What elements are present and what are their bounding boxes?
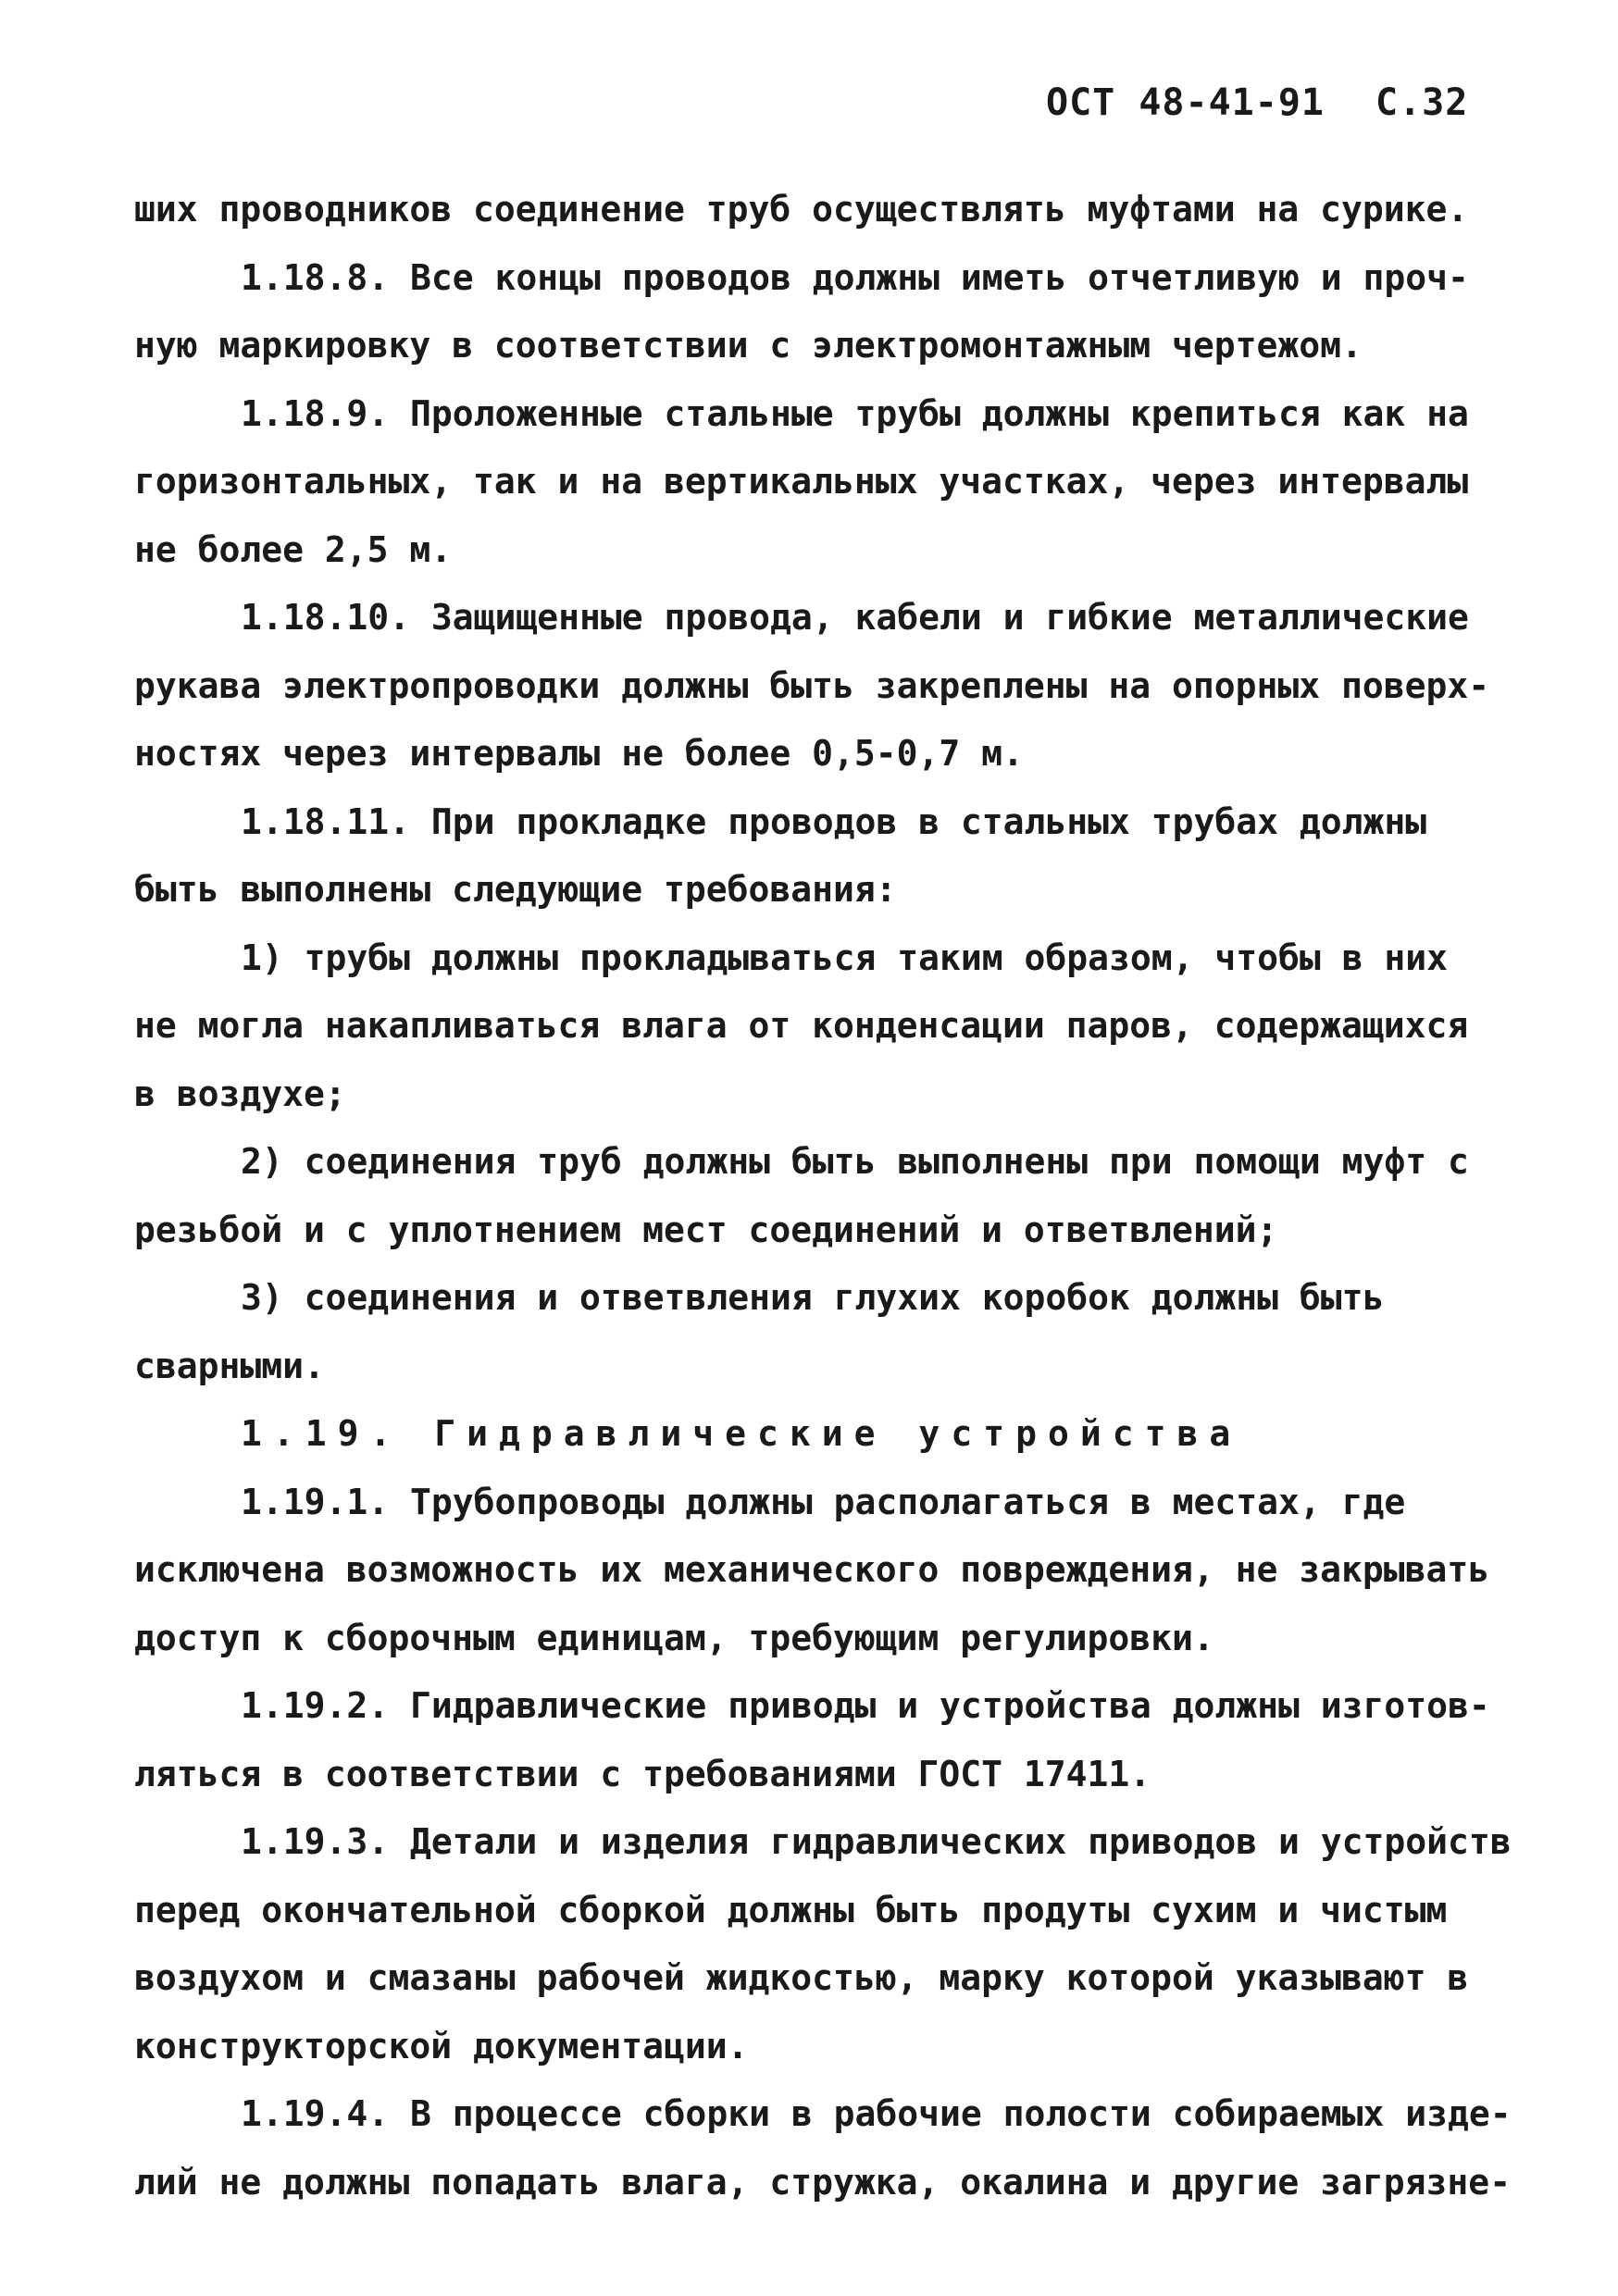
text-line: ляться в соответствии с требованиями ГОСТ 17411. (134, 1753, 1151, 1794)
text-line: сварными. (134, 1345, 325, 1386)
text-line: 1.18.9. Проложенные стальные трубы должны крепиться как на (241, 392, 1469, 434)
text-line: рукава электропроводки должны быть закреплены на опорных поверх- (134, 664, 1490, 706)
document-body (134, 176, 1523, 2216)
text-line: не более 2,5 м. (134, 528, 453, 570)
text-line: 1) трубы должны прокладываться таким образом, чтобы в них (241, 937, 1449, 978)
text-line: 3) соединения и ответвления глухих коробок должны быть (241, 1277, 1385, 1318)
text-line: горизонтальных, так и на вертикальных участках, через интервалы (134, 461, 1469, 502)
text-line: воздухом и смазаны рабочей жидкостью, марку которой указывают в (134, 1957, 1469, 1998)
text-line: 2) соединения труб должны быть выполнены при помощи муфт с (241, 1141, 1469, 1182)
text-line: ших проводников соединение труб осуществлять муфтами на сурике. (134, 189, 1469, 230)
text-line: 1.18.10. Защищенные провода, кабели и гибкие металлические (241, 597, 1469, 638)
text-line: перед окончательной сборкой должны быть продуты сухим и чистым (134, 1889, 1448, 1930)
text-line: лий не должны попадать влага, стружка, окалина и другие загрязне- (134, 2161, 1512, 2203)
text-line: 1.19.1. Трубопроводы должны располагаться в местах, где (241, 1481, 1406, 1522)
text-line: 1.19.3. Детали и изделия гидравлических приводов и устройств (241, 1821, 1512, 1862)
text-line: 1.18.8. Все концы проводов должны иметь отчетливую и проч- (241, 256, 1469, 298)
text-line: ностях через интервалы не более 0,5-0,7 м. (134, 733, 1024, 774)
text-line: быть выполнены следующие требования: (134, 869, 897, 910)
page-header (1046, 81, 1468, 124)
text-line: исключена возможность их механического повреждения, не закрывать (134, 1549, 1490, 1590)
text-line: конструкторской документации. (134, 2025, 749, 2066)
text-line: 1.19.2. Гидравлические приводы и устройства должны изготов- (241, 1685, 1490, 1726)
page-number: С.32 (1375, 81, 1469, 124)
document-code: ОСТ 48-41-91 (1046, 81, 1325, 124)
text-line: резьбой и с уплотнением мест соединений и ответвлений; (134, 1209, 1278, 1250)
text-line: не могла накапливаться влага от конденсации паров, содержащихся (134, 1005, 1469, 1046)
text-line: доступ к сборочным единицам, требующим регулировки. (134, 1617, 1214, 1658)
text-line: 1.19.4. В процессе сборки в рабочие полости собираемых изде- (241, 2093, 1512, 2134)
text-line: 1.18.11. При прокладке проводов в стальных трубах должны (241, 800, 1427, 842)
text-line: в воздухе; (134, 1073, 346, 1114)
text-line: ную маркировку в соответствии с электромонтажным чертежом. (134, 325, 1363, 366)
section-heading: 1.19. Гидравлические устройства (241, 1413, 1242, 1454)
